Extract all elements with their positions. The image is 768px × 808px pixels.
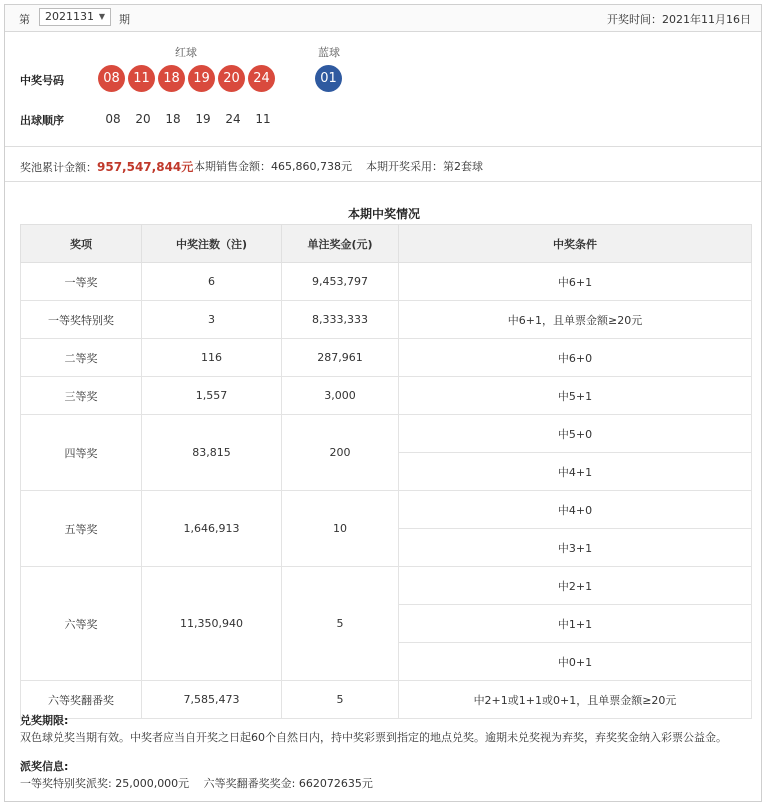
table-row [21, 301, 752, 339]
prize-amount: 287,961 [282, 339, 399, 377]
divider [5, 181, 761, 182]
winner-count: 11,350,940 [142, 567, 282, 681]
dispatch-title: 派奖信息: [20, 760, 69, 773]
column-header: 中奖条件 [399, 225, 752, 263]
red-ball-heading: 红球 [175, 46, 197, 59]
prize-table-header [21, 225, 752, 263]
chevron-down-icon: ▼ [98, 12, 105, 21]
prize-condition: 中4+0 [399, 491, 752, 529]
prize-condition: 中4+1 [399, 453, 752, 491]
winning-numbers-label: 中奖号码 [20, 74, 64, 87]
red-ball: 20 [218, 65, 245, 92]
prize-table [20, 224, 752, 719]
prize-amount: 5 [282, 681, 399, 719]
winner-count: 7,585,473 [142, 681, 282, 719]
prize-name: 四等奖 [21, 415, 142, 491]
divider [5, 146, 761, 147]
prize-condition: 中6+0 [399, 339, 752, 377]
column-header: 单注奖金(元) [282, 225, 399, 263]
prize-amount: 8,333,333 [282, 301, 399, 339]
draw-order-number: 18 [165, 112, 181, 126]
prize-name: 五等奖 [21, 491, 142, 567]
table-row [21, 339, 752, 377]
machine-info [366, 158, 483, 174]
prize-amount: 3,000 [282, 377, 399, 415]
draw-time: 开奖时间：2021年11月16日 [607, 13, 751, 26]
red-ball: 19 [188, 65, 215, 92]
prize-table-title: 本期中奖情况 [347, 207, 420, 221]
prize-amount: 10 [282, 491, 399, 567]
draw-order-label: 出球顺序 [20, 114, 64, 127]
red-ball: 24 [248, 65, 275, 92]
prize-amount: 9,453,797 [282, 263, 399, 301]
table-row [21, 681, 752, 719]
sales-info [194, 158, 352, 174]
column-header: 中奖注数（注) [142, 225, 282, 263]
draw-order-number: 08 [105, 112, 121, 126]
prize-amount: 5 [282, 567, 399, 681]
winner-count: 83,815 [142, 415, 282, 491]
draw-order-number: 24 [225, 112, 241, 126]
blue-ball: 01 [315, 65, 342, 92]
machine-label: 本期开奖采用： [366, 160, 443, 173]
redeem-text: 双色球兑奖当期有效。中奖者应当自开奖之日起60个自然日内，持中奖彩票到指定的地点兑奖。逾期未兑奖视为弃奖，弃奖奖金纳入彩票公益金。 [20, 731, 727, 744]
machine-value: 第2套球 [443, 160, 483, 173]
draw-order-number: 20 [135, 112, 151, 126]
sales-label: 本期销售金额： [194, 160, 271, 173]
prize-name: 六等奖 [21, 567, 142, 681]
period-select-value: 2021131 [45, 10, 94, 23]
winner-count: 6 [142, 263, 282, 301]
pool-value: 957,547,844元 [97, 160, 194, 174]
period-suffix: 期 [119, 13, 130, 26]
table-row [21, 377, 752, 415]
prize-condition: 中2+1或1+1或0+1，且单票金额≥20元 [399, 681, 752, 719]
period-select[interactable] [39, 8, 111, 26]
red-ball: 08 [98, 65, 125, 92]
redeem-title: 兑奖期限: [20, 714, 69, 727]
table-row [21, 491, 752, 529]
dispatch-text: 一等奖特别奖派奖: 25,000,000元 六等奖翻番奖奖金: 662072635元 [20, 777, 373, 790]
table-row [21, 263, 752, 301]
prize-condition: 中6+1 [399, 263, 752, 301]
prize-name: 一等奖 [21, 263, 142, 301]
period-prefix: 第 [19, 13, 30, 26]
column-header: 奖项 [21, 225, 142, 263]
winner-count: 1,646,913 [142, 491, 282, 567]
table-row [21, 415, 752, 453]
draw-order-number: 11 [255, 112, 271, 126]
winner-count: 1,557 [142, 377, 282, 415]
sales-value: 465,860,738元 [271, 160, 352, 173]
red-ball: 11 [128, 65, 155, 92]
prize-condition: 中6+1，且单票金额≥20元 [399, 301, 752, 339]
prize-name: 一等奖特别奖 [21, 301, 142, 339]
prize-condition: 中5+1 [399, 377, 752, 415]
prize-amount: 200 [282, 415, 399, 491]
period-toolbar [5, 5, 761, 32]
table-row [21, 567, 752, 605]
prize-name: 二等奖 [21, 339, 142, 377]
prize-condition: 中5+0 [399, 415, 752, 453]
winner-count: 3 [142, 301, 282, 339]
blue-ball-heading: 蓝球 [318, 46, 340, 59]
prize-condition: 中0+1 [399, 643, 752, 681]
draw-order-number: 19 [195, 112, 211, 126]
prize-name: 三等奖 [21, 377, 142, 415]
pool-label: 奖池累计金额： [20, 161, 97, 174]
winner-count: 116 [142, 339, 282, 377]
prize-condition: 中2+1 [399, 567, 752, 605]
red-ball: 18 [158, 65, 185, 92]
prize-condition: 中3+1 [399, 529, 752, 567]
prize-condition: 中1+1 [399, 605, 752, 643]
pool-info [20, 158, 193, 175]
prize-name: 六等奖翻番奖 [21, 681, 142, 719]
